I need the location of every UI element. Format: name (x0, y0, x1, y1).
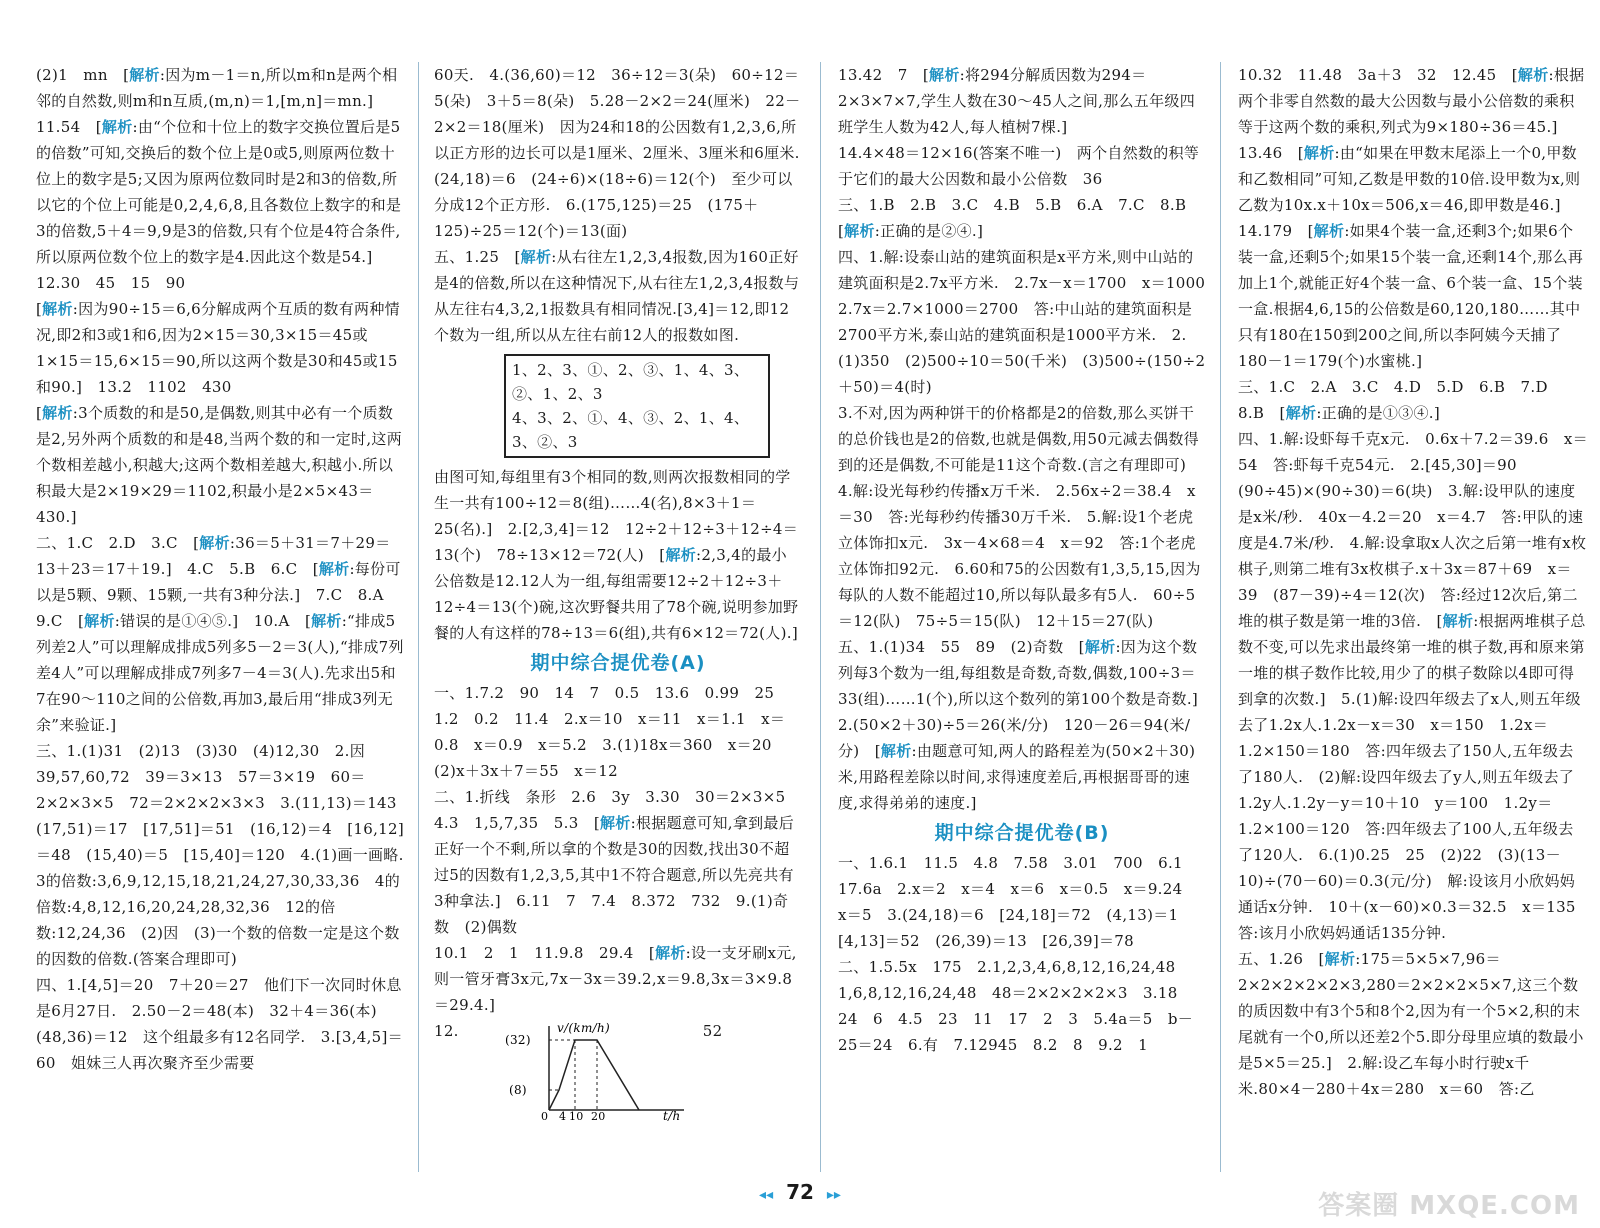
answer-paragraph: 三、1.B 2.B 3.C 4.B 5.B 6.A 7.C 8.B [解析:正确的是②④.] (838, 196, 1202, 240)
analysis-tag: 解析 (1285, 404, 1317, 422)
analysis-tag: 解析 (880, 742, 912, 760)
answer-paragraph: 二、1.C 2.D 3.C [解析:36＝5＋31＝7＋29＝13＋23＝17＋19.] 4.C 5.B 6.C [解析:每份可以是5颗、9颗、15颗,一共有3种分法.] 7.C 8.A 9.C [解析:错误的是①④⑤.] 10.A [解析:“排成5列差2人”可以理解成排成5列多5－2＝3(人),“排成7列差4人”可以理解成排成7列多7－4＝3(人).先求出5和7在90～110之间的公倍数,再加3,最后用“排成3列无余”来验证.] (36, 534, 404, 734)
speed-time-graph (499, 1020, 689, 1123)
analysis-tag: 解析 (1084, 638, 1116, 656)
question-number: 12. (434, 1022, 459, 1040)
answer-paragraph: [解析:因为90÷15＝6,6分解成两个互质的数有两种情况,即2和3或1和6,因为2×15＝30,3×15＝45或1×15＝15,6×15＝90,所以这两个数是30和45或15和90.] 13.2 1102 430 (36, 300, 400, 396)
answer-column-3 (838, 62, 1221, 1172)
analysis-tag: 解析 (311, 612, 342, 630)
figure-row: 4、3、2、①、4、③、2、1、4、3、②、3 (512, 409, 750, 451)
next-arrows-icon: ▸▸ (826, 1187, 841, 1203)
x-axis-label: t/h (662, 1109, 681, 1123)
answer-paragraph: 二、1.折线 条形 2.6 3y 3.30 30＝2×3×5 4.3 1,5,7,35 5.3 [解析:根据题意可知,拿到最后正好一个不剩,所以拿的个数是30的因数,找出30不超过5的因数有1,2,3,5,其中1不符合题意,所以先亮共有3种拿法.] 6.11 7 7.4 8.372 732 9.(1)奇数 (2)偶数 (434, 788, 801, 936)
analysis-tag: 解析 (844, 222, 875, 240)
number-grid-figure (504, 354, 770, 458)
answer-paragraph: 13.42 7 [解析:将294分解质因数为294＝2×3×7×7,学生人数在30～45人之间,那么五年级四班学生人数为42人,每人植树7棵.] (838, 66, 1195, 136)
section-title: 期中综合提优卷(A) (530, 652, 706, 674)
answer-paragraph: 一、1.7.2 90 14 7 0.5 13.6 0.99 25 1.2 0.2 11.4 2.x＝10 x＝11 x＝1.1 x＝0.8 x＝0.9 x＝5.2 3.(1)18x＝360 x＝20 (2)x＋3x＋7＝55 x＝12 (434, 684, 790, 780)
analysis-tag: 解析 (318, 560, 350, 578)
x-tick-label: 20 (590, 1110, 606, 1123)
column-divider (418, 62, 419, 1172)
answer-paragraph: 四、1.[4,5]＝20 7＋20＝27 他们下一次同时休息是6月27日. 2.50－2＝48(本) 32＋4＝36(本) (48,36)＝12 这个组最多有12名同学. 3.[3,4,5]＝60 姐妹三人再次聚齐至少需要 (36, 976, 403, 1072)
answer-paragraph: (2)1 mn [解析:因为m－1＝n,所以m和n是两个相邻的自然数,则m和n互质,(m,n)＝1,[m,n]＝mn.] 11.54 [解析:由“个位和十位上的数字交换位置后是5的倍数”可知,交换后的数个位上是0或5,则原两位数十位上的数字是5;又因为原两位数同时是2和3的倍数,所以它的个位上可能是0,2,4,6,8,且各数位上数字的和是3的倍数,5＋4＝9,9是3的倍数,只有个位是4符合条件,所以原两位数个位上的数字是4.因此这个数是54.] 12.30 45 15 90 (36, 66, 402, 292)
analysis-tag: 解析 (1517, 66, 1549, 84)
analysis-tag: 解析 (1324, 950, 1356, 968)
analysis-tag: 解析 (1442, 612, 1474, 630)
column-divider (1220, 62, 1221, 1172)
analysis-tag: 解析 (1313, 222, 1345, 240)
answer-paragraph: 60天. 4.(36,60)＝12 36÷12＝3(朵) 60÷12＝5(朵) 3＋5＝8(朵) 5.28－2×2＝24(厘米) 22－2×2＝18(厘米) 因为24和18的公因数有1,2,3,6,所以正方形的边长可以是1厘米、2厘米、3厘米和6厘米. (24,18)＝6 (24÷6)×(18÷6)＝12(个) 至少可以分成12个正方形. 6.(175,125)＝25 (175＋125)÷25＝12(个)＝13(面) (434, 66, 816, 240)
section-title: 期中综合提优卷(B) (934, 822, 1110, 844)
watermark-logo: 答案圈 MXQE.COM (1318, 1191, 1580, 1221)
column-divider (820, 62, 821, 1172)
answer-paragraph: 四、1.解:设泰山站的建筑面积是x平方米,则中山站的建筑面积是2.7x平方米. 2.7x－x＝1700 x＝1000 2.7x＝2.7×1000＝2700 答:中山站的建筑面积是2700平方米,泰山站的建筑面积是1000平方米. 2.(1)350 (2)500÷10＝50(千米) (3)500÷(150÷2＋50)＝4(时) (838, 248, 1221, 396)
analysis-tag: 解析 (655, 944, 686, 962)
answer-paragraph: 14.4×48＝12×16(答案不唯一) 两个自然数的积等于它们的最大公因数和最小公倍数 36 (838, 144, 1200, 188)
analysis-tag: 解析 (520, 248, 552, 266)
answer-paragraph: [解析:3个质数的和是50,是偶数,则其中必有一个质数是2,另外两个质数的和是48,当两个数的和一定时,这两个数相差越小,积越大;这两个数相差越大,积越小.所以积最大是2×19×29＝1102,积最小是2×5×43＝430.] (36, 404, 403, 526)
answer-paragraph: 10.1 2 1 11.9.8 29.4 [解析:设一支牙刷x元,则一管牙膏3x元,7x－3x＝39.2,x＝9.8,3x＝3×9.8＝29.4.] (434, 944, 797, 1014)
analysis-tag: 解析 (129, 66, 160, 84)
analysis-tag: 解析 (665, 546, 697, 564)
analysis-tag: 解析 (600, 814, 631, 832)
answer-paragraph: 五、1.(1)34 55 89 (2)奇数 [解析:因为这个数列每3个数为一组,每组数是奇数,奇数,偶数,100÷3＝33(组)……1(个),所以这个数列的第100个数是奇数.] 2.(50×2＋30)÷5＝26(米/分) 120－26＝94(米/分) [解析:由题意可知,两人的路程差为(50×2＋30)米,用路程差除以时间,求得速度差后,再根据哥哥的速度,求得弟弟的速度.] (838, 638, 1214, 812)
answer-paragraph: 五、1.26 [解析:175＝5×5×7,96＝2×2×2×2×2×3,280＝2×2×2×5×7,这三个数的质因数中有3个5和8个2,因为有一个5×2,积的末尾就有一个0,所以还差2个5.即分母里应填的数最小是5×5＝25.] 2.解:设乙车每小时行驶x千米.80×4－280＋4x＝280 x＝60 答:乙 (1238, 950, 1584, 1098)
answer-paragraph: 由图可知,每组里有3个相同的数,则两次报数相同的学生一共有100÷12＝8(组)……4(名),8×3＋1＝25(名).] 2.[2,3,4]＝12 12÷2＋12÷3＋12÷4＝13(个) 78÷13×12＝72(人) [解析:2,3,4的最小公倍数是12.12人为一组,每组需要12÷2＋12÷3＋12÷4＝13(个)碗,这次野餐共用了78个碗,说明参加野餐的人有这样的78÷13＝6(组),共有6×12＝72(人).] (434, 468, 799, 642)
analysis-tag: 解析 (929, 66, 960, 84)
answer-column-4 (1238, 62, 1592, 1172)
answer-paragraph: 三、1.C 2.A 3.C 4.D 5.D 6.B 7.D 8.B [解析:正确的是①③④.] (1238, 378, 1564, 422)
analysis-tag: 解析 (1303, 144, 1335, 162)
x-tick-label: 0 (540, 1110, 549, 1123)
analysis-tag: 解析 (84, 612, 115, 630)
answer-paragraph: 三、1.(1)31 (2)13 (3)30 (4)12,30 2.因39,57,60,72 39＝3×13 57＝3×19 60＝2×2×3×5 72＝2×2×2×3×3 3.(11,13)＝143 (17,51)＝17 [17,51]＝51 (16,12)＝4 [16,12]＝48 (15,40)＝5 [15,40]＝120 4.(1)画一画略. 3的倍数:3,6,9,12,15,18,21,24,27,30,33,36 4的倍数:4,8,12,16,20,24,28,32,36 12的倍数:12,24,36 (2)因 (3)一个数的倍数一定是这个数的因数的倍数.(答案合理即可) (36, 742, 419, 968)
y-tick-label: (32) (504, 1033, 531, 1047)
answer-paragraph: 二、1.5.5x 175 2.1,2,3,4,6,8,12,16,24,48 1,6,8,12,16,24,48 48＝2×2×2×2×3 3.18 24 6 4.5 23 11 17 2 3 5.4a＝5 b－25＝24 6.有 7.12945 8.2 8 9.2 1 (838, 958, 1194, 1054)
answer-paragraph: 一、1.6.1 11.5 4.8 7.58 3.01 700 6.1 17.6a 2.x＝2 x＝4 x＝6 x＝0.5 x＝9.24 x＝5 3.(24,18)＝6 [24,18]＝72 (4,13)＝1 [4,13]＝52 (26,39)＝13 [26,39]＝78 (838, 854, 1199, 950)
page-number: 72 (786, 1180, 814, 1204)
answer-column-2 (434, 62, 816, 1172)
analysis-tag: 解析 (199, 534, 230, 552)
x-tick-label: 4 (558, 1110, 567, 1123)
y-tick-label: (8) (508, 1083, 527, 1097)
x-tick-label: 10 (568, 1110, 584, 1123)
analysis-tag: 解析 (42, 404, 73, 422)
answer-paragraph: 10.32 11.48 3a＋3 32 12.45 [解析:根据两个非零自然数的最大公因数与最小公倍数的乘积等于这两个数的乘积,列式为9×180÷36＝45.] 13.46 [解析:由“如果在甲数末尾添上一个0,甲数和乙数相同”可知,乙数是甲数的10倍.设甲数为x,则乙数为10x.x＋10x＝506,x＝46,即甲数是46.] 14.179 [解析:如果4个装一盒,还剩3个;如果6个装一盒,还剩5个;如果15个装一盒,还剩14个,那么再加上1个,就能正好4个装一盒、6个装一盒、15个装一盒.根据4,6,15的公倍数是60,120,180……其中只有180在150到200之间,所以李阿姨今天捕了180－1＝179(个)水蜜桃.] (1238, 66, 1585, 370)
answer-paragraph: 四、1.解:设虾每千克x元. 0.6x＋7.2＝39.6 x＝54 答:虾每千克54元. 2.[45,30]＝90 (90÷45)×(90÷30)＝6(块) 3.解:设甲队的速度是x米/秒. 40x－4.2＝20 x＝4.7 答:甲队的速度是4.7米/秒. 4.解:设拿取x人次之后第一堆有x枚棋子,则第二堆有3x枚棋子.x＋3x＝87＋69 x＝39 (87－39)÷4＝12(次) 答:经过12次后,第二堆的棋子数是第一堆的3倍. [解析:根据两堆棋子总数不变,可以先求出最终第一堆的棋子数,再和原来第一堆的棋子数作比较,用少了的棋子数除以4即可得到拿的次数.] 5.(1)解:设四年级去了x人,则五年级去了1.2x人.1.2x－x＝30 x＝150 1.2x＝1.2×150＝180 答:四年级去了150人,五年级去了180人. (2)解:设四年级去了y人,则五年级去了1.2y人.1.2y－y＝10＋10 y＝100 1.2y＝1.2×100＝120 答:四年级去了100人,五年级去了120人. 6.(1)0.25 25 (2)22 (3)(13－10)÷(70－60)＝0.3(元/分) 解:设该月小欣妈妈通话x分钟. 10＋(x－60)×0.3＝32.5 x＝135 答:该月小欣妈妈通话135分钟. (1238, 430, 1592, 942)
prev-arrows-icon: ◂◂ (759, 1187, 774, 1203)
q12-row (434, 1018, 802, 1123)
figure-row: 1、2、3、①、2、③、1、4、3、②、1、2、3 (512, 361, 750, 403)
analysis-tag: 解析 (42, 300, 73, 318)
answer-paragraph: 3.不对,因为两种饼干的价格都是2的倍数,那么买饼干的总价钱也是2的倍数,也就是偶数,用50元减去偶数得到的还是偶数,不可能是11这个奇数.(言之有理即可) 4.解:设光每秒约传播x万千米. 2.56x÷2＝38.4 x＝30 答:光每秒约传播30万千米. 5.解:设1个老虎立体饰扣x元. 3x－4×68＝4 x＝92 答:1个老虎立体饰扣92元. 6.60和75的公因数有1,3,5,15,因为每队的人数不能超过10,所以每队最多有5人. 60÷5＝12(队) 75÷5＝15(队) 12＋15＝27(队) (838, 404, 1202, 630)
y-axis-label: v/(km/h) (556, 1021, 610, 1035)
analysis-tag: 解析 (101, 118, 133, 136)
answer-column-1 (36, 62, 419, 1172)
q12-answer: 52 (702, 1022, 723, 1040)
speed-line (549, 1040, 639, 1110)
answer-paragraph: 五、1.25 [解析:从右往左1,2,3,4报数,因为160正好是4的倍数,所以在这种情况下,从右往左1,2,3,4报数与从左往右4,3,2,1报数具有相同情况.[3,4]＝12,即12个数为一组,所以从左往右前12人的报数如图. (434, 248, 800, 344)
